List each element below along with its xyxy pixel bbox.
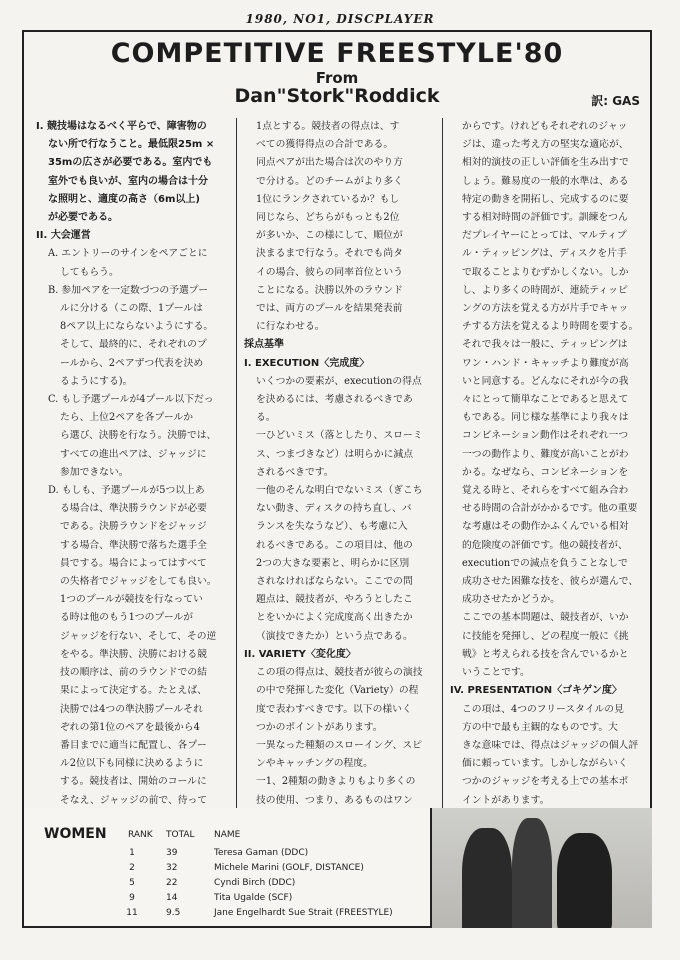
text-line: な考慮はその動作かふくんでいる相対 xyxy=(462,521,629,533)
result-name: Jane Engelhardt Sue Strait (FREESTYLE) xyxy=(214,908,393,918)
result-total: 22 xyxy=(166,878,178,888)
result-total: 9.5 xyxy=(166,908,181,918)
text-line: 成功させたかどうか。 xyxy=(462,594,560,606)
text-line: ない所で行なうこと。最低限25m × xyxy=(48,139,215,151)
results-title: WOMEN xyxy=(44,826,107,842)
text-line: I. EXECUTION〈完成度〉 xyxy=(244,357,370,369)
text-line: 成功させた困難な技を、彼らが選んで、 xyxy=(462,576,639,588)
text-line: かる。なぜなら、コンビネーションを xyxy=(462,466,629,478)
text-line: 決まるまで行なう。それでも尚タ xyxy=(256,248,403,260)
text-line: きな意味では、得点はジャッジの個人評 xyxy=(462,739,639,751)
text-line: せる時間の合計がかかるです。他の重要 xyxy=(462,503,638,515)
text-line: を決めるには、考慮されるべきである。 xyxy=(256,394,413,424)
text-line: からです。けれどもそれぞれのジャッ xyxy=(462,121,628,132)
text-line: 番目までに適当に配置し、各プー xyxy=(60,739,207,751)
text-line: する場合、準決勝で落ちた選手全 xyxy=(60,539,207,551)
text-line: たら、上位2ペアを各プールか xyxy=(60,412,194,424)
text-line: 8ペア以上にならないようにする。 xyxy=(60,321,214,333)
result-rank: 11 xyxy=(126,908,138,918)
text-line: 採点基準 xyxy=(244,339,284,351)
text-line: この項は、4つのフリースタイルの見 xyxy=(462,703,624,715)
text-line: ールから、2ペアずつ代表を決め xyxy=(60,357,204,369)
text-line: る場合は、準決勝ラウンドが必要 xyxy=(60,503,207,515)
text-line: つかのジャッジを考える上での基本ポ xyxy=(462,776,629,788)
text-line: この項の得点は、競技者が彼らの演技 xyxy=(256,667,423,679)
text-line: ことになる。決勝以外のラウンド xyxy=(256,284,403,296)
text-line: する相対時間の評価です。訓練をつん xyxy=(462,212,628,224)
text-line: べての獲得得点の合計である。 xyxy=(256,139,394,151)
text-line: ない動き、ディスクの持ち直し、バ xyxy=(256,503,412,515)
text-line: 1つのプールが競技を行なってい xyxy=(60,594,203,606)
text-line: 一つの動作より、難度が高いことがわ xyxy=(462,448,629,460)
text-line: そなえ、ジャッジの前で、待って xyxy=(60,794,208,806)
author-name: Dan"Stork"Roddick xyxy=(234,85,440,107)
text-line: 技の使用、つまり、あるものはワン xyxy=(256,794,413,806)
text-line: （演技できたか）という点である。 xyxy=(256,630,413,642)
result-rank: 9 xyxy=(129,893,135,903)
result-total: 14 xyxy=(166,893,178,903)
text-line: 的危険度の評価です。他の競技者が、 xyxy=(462,539,628,551)
text-line: 度で表わすべきです。以下の様いく xyxy=(256,703,412,715)
text-line: 決勝では4つの準決勝プールそれ xyxy=(60,703,203,715)
text-line: ワン・ハンド・キャッチより難度が高 xyxy=(462,357,629,369)
text-line: 技の順序は、前のラウンドでの結 xyxy=(60,667,207,679)
text-line: で分ける。どのチームがより多く xyxy=(256,175,403,187)
text-column-2 xyxy=(244,118,432,808)
text-line: ングの方法を覚える方が片手でキャッ xyxy=(462,303,629,315)
text-line: 2つの大きな要素と、明らかに区別 xyxy=(256,557,410,569)
text-line: イントがあります。 xyxy=(462,794,550,806)
name-header: NAME xyxy=(214,830,241,840)
text-line: C. もし予選プールが4プール以下だっ xyxy=(48,394,214,406)
players-photo xyxy=(432,808,652,928)
text-line: で取ることよりむずかしくない。しか xyxy=(462,266,629,278)
text-line: とをいかによく完成度高く出きたか xyxy=(256,612,413,624)
text-line: 35mの広さが必要である。室内でも xyxy=(48,157,213,169)
results-box xyxy=(22,808,432,928)
text-column-3 xyxy=(450,118,640,808)
text-line: 相対的演技の正しい評価を生み出すで xyxy=(462,157,629,169)
text-line: いくつかの要素が、executionの得点 xyxy=(256,375,422,387)
text-line: 一他のそんな明白でないミス（ぎこち xyxy=(256,485,423,497)
translator-credit: 訳: GAS xyxy=(591,94,640,108)
result-name: Michele Marini (GOLF, DISTANCE) xyxy=(214,863,364,873)
issue-header: 1980, NO1, DISCPLAYER xyxy=(245,12,435,26)
text-line: 室外でも良いが、室内の場合は十分 xyxy=(48,175,208,187)
text-line: だプレイヤーにとっては、マルティプ xyxy=(462,230,627,242)
text-line: チする方法を覚えるより時間を要する。 xyxy=(462,321,639,333)
text-line: そして、最終的に、それぞれのプ xyxy=(60,339,207,351)
text-line: ス、つまづきなど）は明らかに減点 xyxy=(256,448,414,460)
text-line: 方の中で最も主観的なものです。大 xyxy=(462,721,618,733)
text-line: IV. PRESENTATION〈ゴキゲン度〉 xyxy=(450,685,622,697)
text-line: する。競技者は、開始のコールに xyxy=(60,776,207,788)
article-title: COMPETITIVE FREESTYLE'80 xyxy=(110,38,564,69)
result-rank: 5 xyxy=(129,878,135,888)
text-line: 同点ペアが出た場合は次のやり方 xyxy=(256,157,403,169)
text-line: 果によって決定する。たとえば、 xyxy=(60,685,207,697)
text-line: 題点は、競技者が、やろうとしたこ xyxy=(256,594,413,606)
text-line: してもらう。 xyxy=(60,266,119,278)
text-line: ンやキャッチングの程度。 xyxy=(256,758,373,770)
text-line: に技能を発揮し、どの程度一般に《挑 xyxy=(462,630,629,642)
text-line: である。決勝ラウンドをジャッジ xyxy=(60,521,207,533)
text-line: の失格者でジャッジをしても良い。 xyxy=(60,576,217,588)
player-figure xyxy=(557,833,612,928)
text-line: I. 競技場はなるべく平らで、障害物の xyxy=(36,121,207,132)
text-column-1 xyxy=(36,118,226,808)
text-line: れるべきである。この項目は、他の xyxy=(256,539,413,551)
text-line: A. エントリーのサインをペアごとに xyxy=(48,248,208,260)
result-total: 39 xyxy=(166,848,178,858)
text-line: 覚える時と、それらをすべて組み合わ xyxy=(462,485,629,497)
text-line: ル2位以下も同様に決めるように xyxy=(60,758,204,770)
text-line: D. もしも、予選プールが5つ以上あ xyxy=(48,485,205,497)
text-line: しょう。難易度の一般的水準は、ある xyxy=(462,175,629,187)
text-line: コンビネーション動作はそれぞれ一つ xyxy=(462,430,629,442)
text-line: ら選び、決勝を行なう。決勝では、 xyxy=(60,430,217,442)
text-line: それで我々は一般に、ティッピングは xyxy=(462,339,628,351)
result-name: Teresa Gaman (DDC) xyxy=(214,848,309,858)
title-block xyxy=(22,38,652,107)
text-line: すべての進出ペアは、ジャッジに xyxy=(60,448,207,460)
result-name: Cyndi Birch (DDC) xyxy=(214,878,296,888)
text-line: し、より多くの時間が、連続ティッピ xyxy=(462,284,628,296)
text-line: 戦》と考えられる技を含んでいるかと xyxy=(462,648,629,660)
text-line: ここでの基本問題は、競技者が、いか xyxy=(462,612,629,624)
text-line: executionでの減点を負うことなしで xyxy=(462,557,628,569)
text-line: II. VARIETY〈変化度〉 xyxy=(244,648,356,660)
player-figure xyxy=(462,828,512,928)
result-name: Tita Ugalde (SCF) xyxy=(214,893,293,903)
result-total: 32 xyxy=(166,863,178,873)
text-line: II. 大会運営 xyxy=(36,230,91,242)
text-line: 1点とする。競技者の得点は、す xyxy=(256,121,400,132)
text-line: 々にとって簡単なことであると思えて xyxy=(462,394,629,406)
text-line: イの場合、彼らの同率首位という xyxy=(256,266,403,278)
column-divider xyxy=(236,118,237,808)
text-line: が必要である。 xyxy=(48,212,118,224)
text-line: の中で発揮した変化（Variety）の程 xyxy=(256,685,419,697)
text-line: つかのポイントがあります。 xyxy=(256,721,383,733)
text-line: ジャッジを行ない、そして、その逆 xyxy=(60,630,217,642)
result-rank: 1 xyxy=(129,848,135,858)
column-divider xyxy=(442,118,443,808)
text-line: では、両方のプールを結果発表前 xyxy=(256,303,403,315)
text-line: 一異なった種類のスローイング、スピ xyxy=(256,739,422,751)
result-rank: 2 xyxy=(129,863,135,873)
text-line: されなければならない。ここでの問 xyxy=(256,576,413,588)
text-line: いと同意する。どんなにそれが今の我 xyxy=(462,375,629,387)
text-line: ランスを失なうなど）、も考慮に入 xyxy=(256,521,408,533)
text-line: されるべきです。 xyxy=(256,466,334,478)
player-figure xyxy=(512,818,552,928)
text-line: ジは、違った考え方の堅実な適応が、 xyxy=(462,139,629,151)
text-line: に行なわせる。 xyxy=(256,321,325,333)
text-line: る時は他のもう1つのプールが xyxy=(60,612,194,624)
text-line: 特定の動きを開拓し、完成するのに要 xyxy=(462,193,629,205)
text-line: ル・ティッピングは、ディスクを片手 xyxy=(462,248,627,260)
from-label: From xyxy=(315,69,359,87)
rank-header: RANK xyxy=(128,830,153,840)
total-header: TOTAL xyxy=(166,830,195,840)
text-line: ルに分ける（この際、1プールは xyxy=(60,303,203,315)
text-line: もである。同じ様な基準により我々は xyxy=(462,412,629,424)
text-line: 1位にランクされているか？もし xyxy=(256,193,400,205)
text-line: 員でする。場合によってはすべて xyxy=(60,557,207,569)
text-line: 一ひどいミス（落としたり、スローミ xyxy=(256,430,423,442)
text-line: 同じなら、どちらがもっとも2位 xyxy=(256,212,400,224)
text-line: が多いか、この様にして、順位が xyxy=(256,230,403,242)
text-line: 一1、2種類の動きよりもより多くの xyxy=(256,776,416,788)
text-line: な照明と、適度の高さ（6m以上) xyxy=(48,193,200,205)
text-line: 参加できない。 xyxy=(60,466,129,478)
text-line: ぞれの第1位のペアを最後から4 xyxy=(60,721,200,733)
text-line: 価に頼っています。しかしながらいく xyxy=(462,758,628,770)
text-line: いうことです。 xyxy=(462,667,530,679)
text-line: るようにする)。 xyxy=(60,375,133,387)
text-line: をやる。準決勝、決勝における競 xyxy=(60,648,207,660)
text-line: B. 参加ペアを一定数づつの予選プー xyxy=(48,284,209,296)
